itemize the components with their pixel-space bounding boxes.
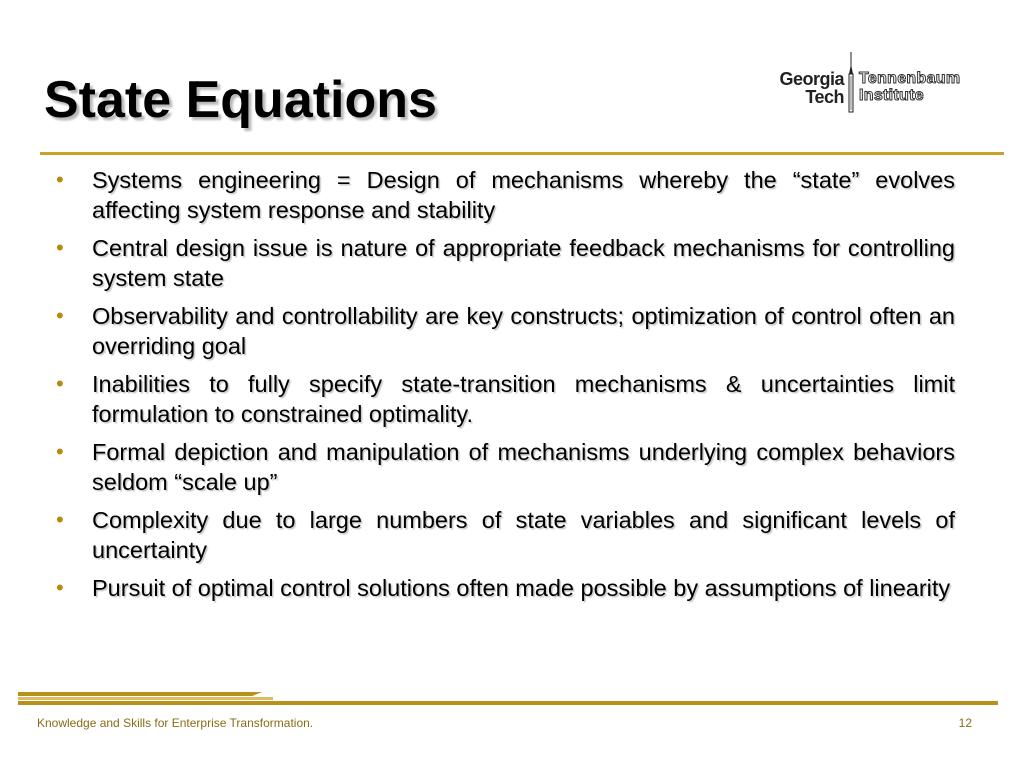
bullet-text: Inabilities to fully specify state-transition mechanisms & uncertainties limit formulation to constrained optimality. — [92, 371, 955, 427]
bullet-item — [50, 301, 955, 361]
bullet-item — [50, 369, 955, 429]
bullet-dot-icon: • — [56, 235, 64, 260]
bullet-dot-icon: • — [56, 371, 64, 396]
footer-accent-bar — [18, 692, 262, 696]
bullet-item — [50, 165, 955, 225]
bullet-text: Complexity due to large numbers of state variables and significant levels of uncertainty — [92, 507, 955, 563]
footer-tagline: Knowledge and Skills for Enterprise Transformation. — [37, 716, 314, 730]
bullet-dot-icon: • — [56, 575, 64, 600]
bullet-dot-icon: • — [56, 507, 64, 532]
bullet-dot-icon: • — [56, 439, 64, 464]
logo-line-tennenbaum: Tennenbaum — [859, 70, 961, 87]
bullet-text: Observability and controllability are key constructs; optimization of control often an overriding goal — [92, 303, 955, 359]
logo-tennenbaum-institute — [859, 70, 960, 104]
bullet-item — [50, 505, 955, 565]
bullet-item — [50, 437, 955, 497]
tower-spire-icon — [846, 52, 856, 114]
bullet-item — [50, 573, 955, 603]
footer-rule — [18, 701, 998, 705]
bullet-text: Pursuit of optimal control solutions often made possible by assumptions of linearity — [92, 575, 951, 601]
bullet-dot-icon: • — [56, 303, 64, 328]
logo-line-tech: Tech — [805, 87, 844, 107]
bullet-text: Formal depiction and manipulation of mechanisms underlying complex behaviors seldom “scale up” — [92, 439, 955, 495]
logo-georgia-tech — [779, 70, 844, 106]
footer-divider — [18, 692, 998, 706]
bullet-item — [50, 233, 955, 293]
bullet-list — [50, 165, 955, 611]
georgia-tech-tennenbaum-logo — [758, 52, 988, 122]
footer-accent-bar-light — [18, 697, 273, 700]
slide-title: State Equations — [44, 71, 437, 129]
logo-line-institute: Institute — [859, 87, 924, 104]
logo-line-georgia: Georgia — [779, 69, 844, 89]
bullet-text: Central design issue is nature of appropriate feedback mechanisms for controlling system state — [92, 235, 955, 291]
title-divider — [40, 152, 1004, 155]
bullet-dot-icon: • — [56, 167, 64, 192]
bullet-text: Systems engineering = Design of mechanisms whereby the “state” evolves affecting system response and stability — [92, 167, 955, 223]
page-number: 12 — [958, 716, 972, 730]
